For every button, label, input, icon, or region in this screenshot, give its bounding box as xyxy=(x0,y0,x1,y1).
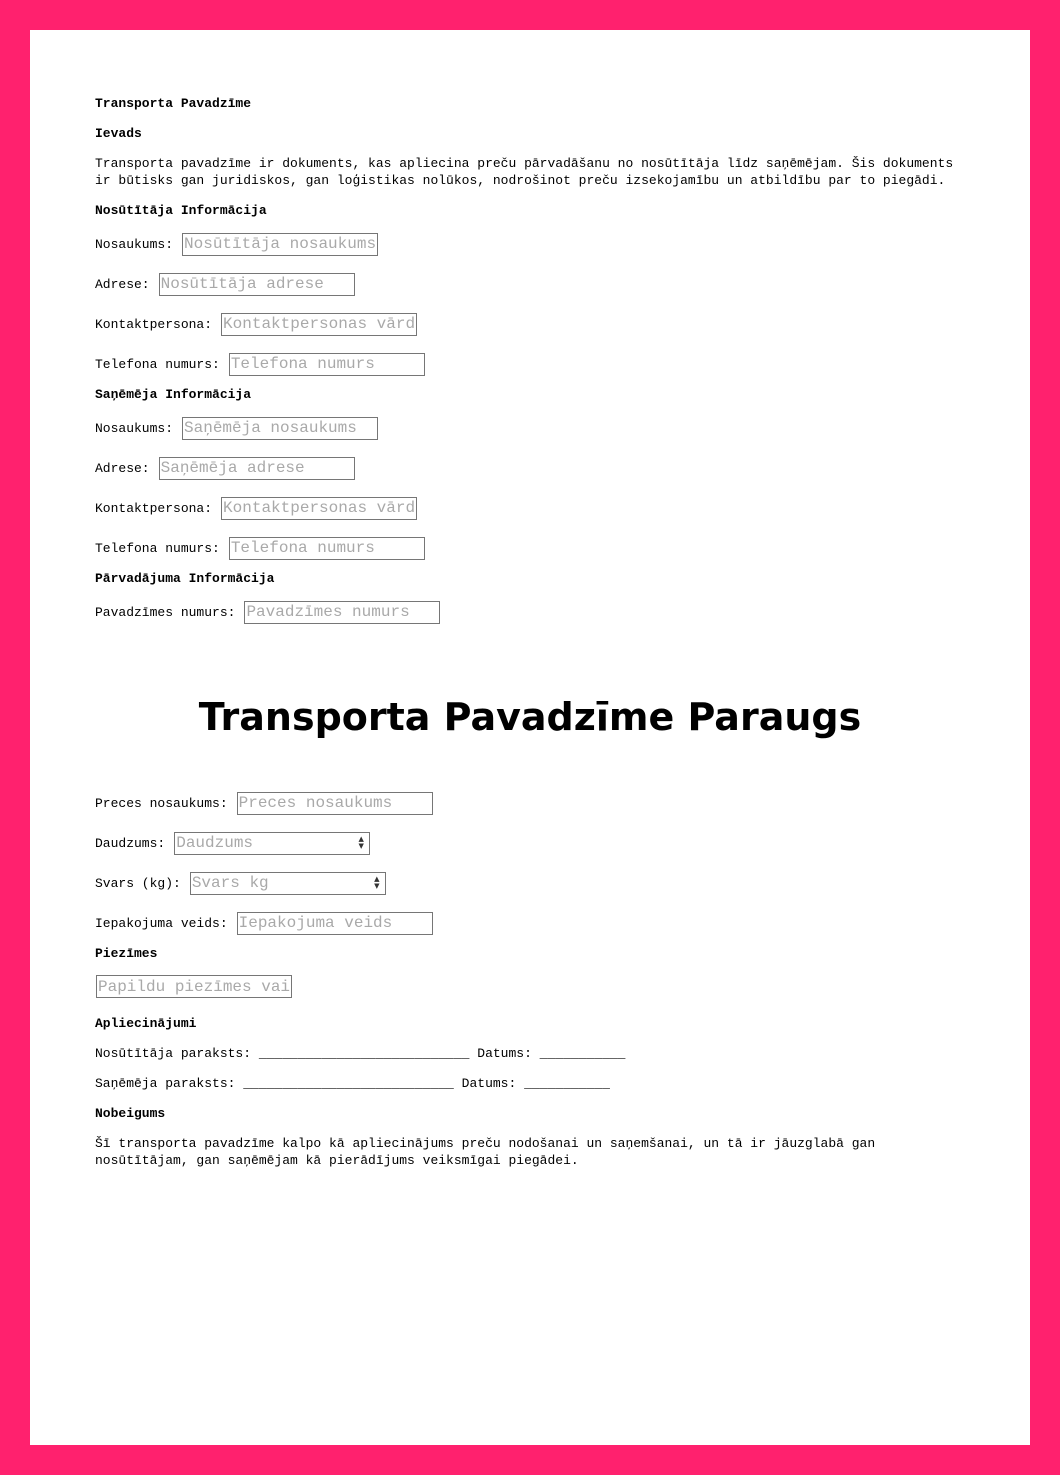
sender-address-row xyxy=(95,272,970,296)
goods-name-label: Preces nosaukums: xyxy=(95,795,228,811)
sender-signature-line: Nosūtītāja paraksts: ___________________________ Datums: ___________ xyxy=(95,1046,626,1061)
receiver-phone-input[interactable] xyxy=(229,537,425,560)
goods-qty-row xyxy=(95,831,970,855)
goods-weight-row xyxy=(95,871,970,895)
notes-heading: Piezīmes xyxy=(95,946,158,961)
goods-qty-wrap xyxy=(174,832,370,855)
notes-textarea[interactable] xyxy=(96,975,292,998)
conclusion-text: Šī transporta pavadzīme kalpo kā apliecinājums preču nodošanai un saņemšanai, un tā ir jāuzglabā gan nosūtītājam, gan saņēmējam kā pierādījums veiksmīgai piegādei. xyxy=(95,1136,876,1168)
confirmations-heading: Apliecinājumi xyxy=(95,1016,197,1031)
receiver-name-input[interactable] xyxy=(182,417,378,440)
receiver-name-label: Nosaukums: xyxy=(95,420,174,436)
goods-weight-input[interactable] xyxy=(190,872,386,895)
shipment-number-row xyxy=(95,600,970,624)
sender-name-label: Nosaukums: xyxy=(95,236,174,252)
receiver-address-input[interactable] xyxy=(159,457,355,480)
goods-name-row xyxy=(95,791,970,815)
receiver-signature-line: Saņēmēja paraksts: ___________________________ Datums: ___________ xyxy=(95,1076,610,1091)
sender-phone-input[interactable] xyxy=(229,353,425,376)
sender-name-input[interactable] xyxy=(182,233,378,256)
goods-weight-wrap xyxy=(190,872,386,895)
sample-title: Transporta Pavadzīme Paraugs xyxy=(198,695,862,739)
goods-package-label: Iepakojuma veids: xyxy=(95,915,228,931)
spinner-icon[interactable]: ▲ ▼ xyxy=(374,874,380,890)
sender-contact-row xyxy=(95,312,970,336)
receiver-contact-row xyxy=(95,496,970,520)
sender-phone-label: Telefona numurs: xyxy=(95,356,220,372)
goods-package-row xyxy=(95,911,970,935)
sender-contact-label: Kontaktpersona: xyxy=(95,316,213,332)
conclusion-heading: Nobeigums xyxy=(95,1106,166,1121)
document-page xyxy=(30,30,1030,1445)
shipment-number-label: Pavadzīmes numurs: xyxy=(95,604,236,620)
sender-name-row xyxy=(95,232,970,256)
goods-qty-label: Daudzums: xyxy=(95,835,166,851)
receiver-name-row xyxy=(95,416,970,440)
sender-heading: Nosūtītāja Informācija xyxy=(95,203,267,218)
document-title: Transporta Pavadzīme xyxy=(95,96,252,111)
shipment-number-input[interactable] xyxy=(244,601,440,624)
sender-phone-row xyxy=(95,352,970,376)
receiver-contact-label: Kontaktpersona: xyxy=(95,500,213,516)
notes-row xyxy=(96,975,970,999)
receiver-phone-label: Telefona numurs: xyxy=(95,540,220,556)
goods-qty-input[interactable] xyxy=(174,832,370,855)
shipment-heading: Pārvadājuma Informācija xyxy=(95,571,275,586)
goods-weight-label: Svars (kg): xyxy=(95,875,181,891)
sender-address-label: Adrese: xyxy=(95,276,150,292)
receiver-heading: Saņēmēja Informācija xyxy=(95,387,252,402)
intro-text: Transporta pavadzīme ir dokuments, kas apliecina preču pārvadāšanu no nosūtītāja līdz saņēmējam. Šis dokuments ir būtisks gan juridiskos, gan loģistikas nolūkos, nodrošinot preču izsekojamību un atbildību par to piegādi. xyxy=(95,156,954,188)
receiver-contact-input[interactable] xyxy=(221,497,417,520)
document-content xyxy=(95,95,970,1182)
receiver-address-row xyxy=(95,456,970,480)
intro-heading: Ievads xyxy=(95,126,142,141)
goods-name-input[interactable] xyxy=(237,792,433,815)
goods-package-input[interactable] xyxy=(237,912,433,935)
sender-contact-input[interactable] xyxy=(221,313,417,336)
sender-address-input[interactable] xyxy=(159,273,355,296)
receiver-phone-row xyxy=(95,536,970,560)
receiver-address-label: Adrese: xyxy=(95,460,150,476)
spinner-icon[interactable]: ▲ ▼ xyxy=(358,834,364,850)
